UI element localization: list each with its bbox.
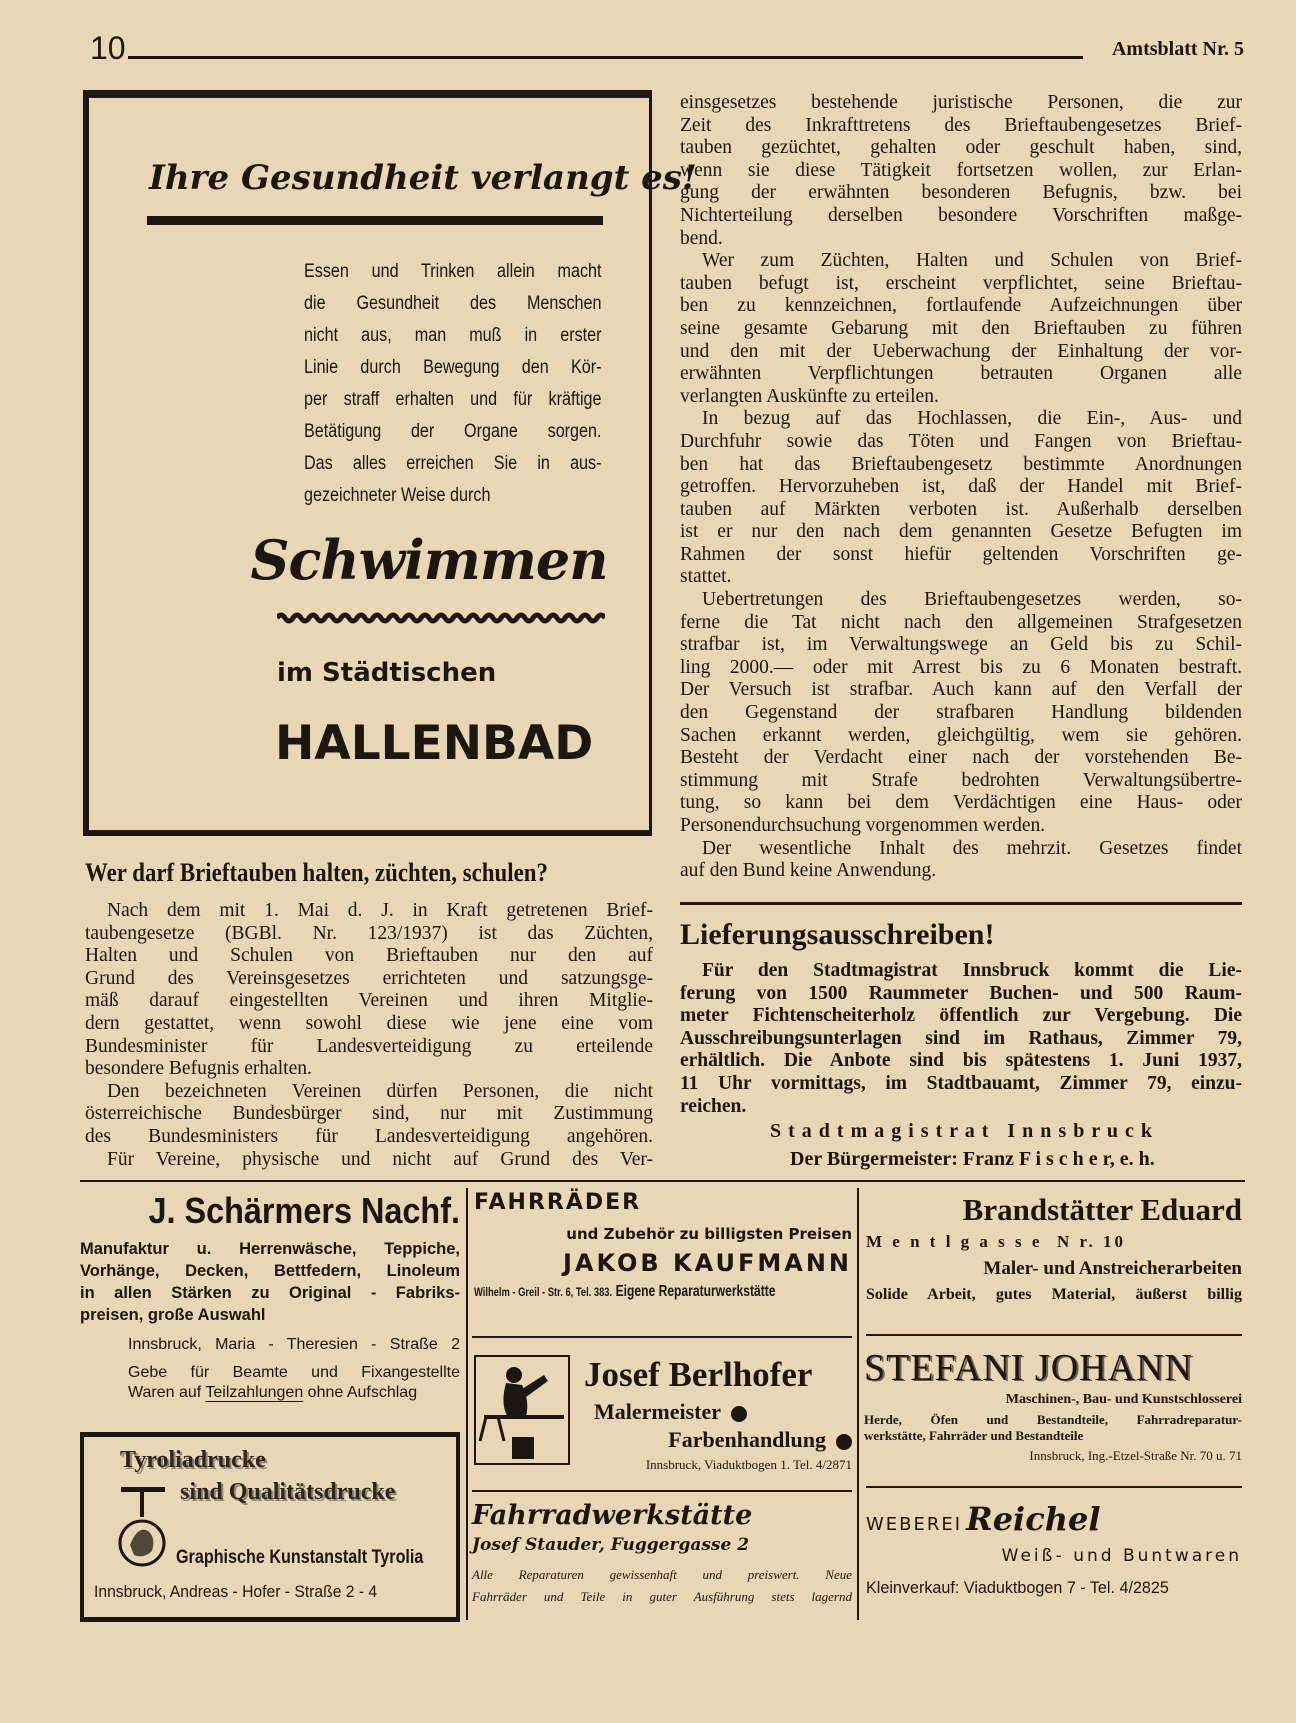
ad-stauder <box>472 1500 852 1605</box>
text-line: Der wesentliche Inhalt des mehrzit. Gesetzes findet <box>702 837 1242 859</box>
ad-brandstaetter-address: M e n t l g a s s e N r. 10 <box>866 1232 1126 1251</box>
ad-kaufmann-workshop: Eigene Reparaturwerkstätte <box>615 1283 776 1300</box>
text-line: gezeichneter Weise durch <box>304 485 491 506</box>
text-line: Linie durch Bewegung den Kör- <box>304 357 602 378</box>
ad-tyrolia-address: Innsbruck, Andreas - Hofer - Straße 2 - 4 <box>94 1583 378 1601</box>
text-line: Wer zum Züchten, Halten und Schulen von Brief- <box>702 250 1242 272</box>
ads-column-rule <box>466 1188 468 1620</box>
header-rule <box>128 56 1083 59</box>
text-line: Uebertretungen des Brieftaubengesetzes werden, so- <box>702 589 1242 611</box>
text-line: in allen Stärken zu Original - Fabriks- <box>80 1284 460 1302</box>
text-line: die Gesundheit des Menschen <box>304 293 602 314</box>
text-line: Sachen erkannt werden, gleichgültig, wem sie gehören. <box>680 724 1242 746</box>
text-line: getroffen. Hervorzuheben ist, daß der Handel mit Brief- <box>680 476 1242 498</box>
text-line: Nichterteilung derselben besondere Vorschriften maßge- <box>680 204 1242 226</box>
ad-stauder-text2: Fahrräder und Teile in guter Ausführung stets lagernd <box>472 1589 852 1604</box>
ad-tyrolia-company: Graphische Kunstanstalt Tyrolia <box>176 1547 424 1568</box>
text-line: und den mit der Ueberwachung der Einhaltung der vor- <box>680 340 1242 362</box>
ad-reichel-prefix: WEBEREI <box>866 1514 963 1535</box>
text-line: ferne die Tat nicht nach den allgemeinen Strafgesetzen <box>680 611 1242 633</box>
text-line: Essen und Trinken allein macht <box>304 261 602 282</box>
text-line: den Gegenstand der strafbaren Handlung bildenden <box>680 702 1242 724</box>
text-line: preisen, große Auswahl <box>80 1306 266 1324</box>
ad-divider <box>472 1490 852 1492</box>
ad-schaermer-name: J. Schärmers Nachf. <box>148 1190 460 1231</box>
text-line: In bezug auf das Hochlassen, die Ein-, Aus- und <box>702 408 1242 430</box>
ad-stefani-name: STEFANI JOHANN <box>864 1347 1193 1389</box>
ad-brandstaetter-slogan: Solide Arbeit, gutes Material, äußerst billig <box>866 1286 1242 1303</box>
ad-stauder-text1: Alle Reparaturen gewissenhaft und preiswert. Neue <box>472 1567 852 1582</box>
text-line: Halten und Schulen von Brieftauben nur den auf <box>85 945 653 967</box>
text-line: per straff erhalten und für kräftige <box>304 389 602 410</box>
ad-tyrolia-line1: Tyroliadrucke <box>120 1447 266 1473</box>
ad-schaermer-note: Gebe für Beamte und Fixangestellte <box>128 1364 460 1381</box>
text-line: tung, so kann bei dem Verdächtigen eine Haus- oder <box>680 792 1242 814</box>
ad-divider <box>147 216 603 225</box>
ad-kaufmann <box>474 1190 852 1301</box>
ad-brandstaetter <box>866 1192 1242 1304</box>
ad-berlhofer <box>474 1355 852 1475</box>
text-line: tauben befugt ist, erscheint verpflichtet, seine Brieftau- <box>680 272 1242 294</box>
page-number: 10 <box>90 30 126 66</box>
bullet-icon <box>836 1434 852 1450</box>
text-line: Rahmen der sonst hiefür geltenden Vorschriften ge- <box>680 543 1242 565</box>
text-line: Bundesminister für Landesverteidigung zu erteilende <box>85 1035 653 1057</box>
tyrolia-eagle-logo-icon <box>118 1485 172 1571</box>
ad-divider <box>866 1486 1242 1488</box>
text-line: tauben gezüchtet, gehalten oder geschult haben, sind, <box>680 137 1242 159</box>
text-line: Manufaktur u. Herrenwäsche, Teppiche, <box>80 1240 460 1258</box>
text-underlined: Teilzahlungen <box>205 1384 304 1401</box>
ad-reichel <box>866 1500 1242 1598</box>
ad-stauder-subtitle: Josef Stauder, Fuggergasse 2 <box>472 1535 750 1555</box>
ad-body <box>304 256 602 512</box>
ad-schaermer-address: Innsbruck, Maria - Theresien - Straße 2 <box>128 1336 460 1353</box>
ad-stefani <box>864 1346 1242 1464</box>
ad-kaufmann-title: FAHRRÄDER <box>474 1190 642 1215</box>
text-line: ferung von 1500 Raummeter Buchen- und 500 Raum- <box>680 982 1242 1004</box>
ad-brandstaetter-trade: Maler- und Anstreicherarbeiten <box>983 1258 1242 1279</box>
article-title: Wer darf Brieftauben halten, züchten, schulen? <box>85 858 548 887</box>
ad-tyrolia <box>80 1432 460 1622</box>
text-line: einsgesetzes bestehende juristische Personen, die zur <box>680 92 1242 113</box>
text-line: besondere Befugnis erhalten. <box>85 1058 312 1080</box>
ad-brandstaetter-name: Brandstätter Eduard <box>962 1192 1242 1227</box>
text-line: reichen. <box>680 1095 747 1117</box>
ad-kaufmann-name: JAKOB KAUFMANN <box>562 1249 852 1277</box>
ad-divider <box>866 1334 1242 1336</box>
text-line: Der Versuch ist strafbar. Auch kann auf den Verfall der <box>680 679 1242 701</box>
ads-column-rule <box>857 1188 859 1620</box>
ad-kaufmann-subtitle: und Zubehör zu billigsten Preisen <box>566 1225 852 1243</box>
ad-berlhofer-trade2 <box>668 1427 852 1453</box>
ad-stefani-products1: Herde, Öfen und Bestandteile, Fahrradreparatur- <box>864 1412 1242 1427</box>
ad-activity: Schwimmen <box>250 528 608 592</box>
tender-signature-office: S t a d t m a g i s t r a t I n n s b r u c k <box>770 1120 1153 1142</box>
ad-schaermer-installments <box>128 1384 460 1402</box>
text-line: Betätigung der Organe sorgen. <box>304 421 602 442</box>
ad-berlhofer-address: Innsbruck, Viaduktbogen 1. Tel. 4/2871 <box>645 1457 852 1472</box>
text-line: Das alles erreichen Sie in aus- <box>304 453 602 474</box>
ad-reichel-shop: Kleinverkauf: Viaduktbogen 7 - Tel. 4/2825 <box>866 1578 1169 1597</box>
ad-headline: Ihre Gesundheit verlangt es! <box>149 158 697 198</box>
tender-title: Lieferungsausschreiben! <box>680 918 995 951</box>
ad-reichel-name: Reichel <box>966 1500 1101 1538</box>
text-line: mäß darauf eingestellten Vereinen und ihren Mitglie- <box>85 990 653 1012</box>
text-line: Für den Stadtmagistrat Innsbruck kommt die Lie- <box>702 960 1242 981</box>
ad-berlhofer-trade1 <box>594 1399 747 1425</box>
bullet-icon <box>731 1406 747 1422</box>
text-line: ist er nur den nach dem genannten Gesetze Befugten im <box>680 521 1242 543</box>
text-line: Personendurchsuchung vorgenommen werden. <box>680 815 1046 836</box>
text-line: stimmung mit Strafe bedrohten Verwaltungsübertre- <box>680 769 1242 791</box>
article-right-column <box>680 92 1242 883</box>
text-line: erhältlich. Die Anbote sind bis spätestens 1. Juni 1937, <box>680 1050 1242 1072</box>
text-line: bend. <box>680 227 723 249</box>
ad-schaermer <box>80 1190 460 1402</box>
text-line: verlangten Auskünfte zu erteilen. <box>680 385 939 407</box>
text-line: ben hat das Brieftaubengesetz bestimmte Anordnungen <box>680 453 1242 475</box>
text-line: wenn sie diese Tätigkeit fortsetzen wollen, zur Erlan- <box>680 159 1242 181</box>
publication-title: Amtsblatt Nr. 5 <box>1111 38 1244 60</box>
swimming-advertisement <box>83 90 697 836</box>
tender-signature-mayor: Der Bürgermeister: Franz F i s c h e r, e. h. <box>790 1148 1155 1170</box>
ad-reichel-goods: Weiß- und Buntwaren <box>1001 1546 1242 1566</box>
text-line: stattet. <box>680 566 732 588</box>
text-line: tauben auf Märkten verboten ist. Außerhalb derselben <box>680 498 1242 520</box>
text-line: 11 Uhr vormittags, im Stadtbauamt, Zimmer 79, einzu- <box>680 1072 1242 1094</box>
wave-ornament <box>277 612 605 624</box>
text-line: Den bezeichneten Vereinen dürfen Personen, die nicht <box>107 1080 653 1102</box>
text-line: strafbar ist, im Verwaltungswege an Geld bis zu Schil- <box>680 634 1242 656</box>
text-line: taubengesetze (BGBl. Nr. 123/1937) ist das Züchten, <box>85 922 653 944</box>
ad-stefani-address: Innsbruck, Ing.-Etzel-Straße Nr. 70 u. 71 <box>1029 1448 1242 1463</box>
ad-kaufmann-address: Wilhelm - Greil - Str. 6, Tel. 383. <box>474 1285 613 1299</box>
text: Waren auf <box>128 1384 206 1401</box>
text-line: Vorhänge, Decken, Bettfedern, Linoleum <box>80 1262 460 1280</box>
text-line: ben zu kennzeichnen, fortlaufende Aufzeichnungen über <box>680 295 1242 317</box>
text-line: Für Vereine, physische und nicht auf Grund des Ver- <box>107 1148 653 1170</box>
text-line: seine gesamte Gebarung mit den Brieftauben zu führen <box>680 317 1242 339</box>
ad-tyrolia-line2: sind Qualitätsdrucke <box>180 1479 396 1505</box>
ad-divider <box>472 1336 852 1338</box>
ad-stauder-title: Fahrradwerkstätte <box>472 1500 753 1531</box>
text-line: ling 2000.— oder mit Arrest bis zu 6 Monaten bestraft. <box>680 656 1242 678</box>
ad-stefani-trade: Maschinen-, Bau- und Kunstschlosserei <box>1005 1392 1242 1407</box>
text: Malermeister <box>594 1399 722 1424</box>
text: Farbenhandlung <box>668 1427 826 1452</box>
text-line: Durchfuhr sowie das Töten und Fangen von Brieftau- <box>680 430 1242 452</box>
ads-top-rule <box>80 1180 1245 1182</box>
text-line: des Bundesministers für Landesverteidigung angehören. <box>85 1125 653 1147</box>
text-line: meter Fichtenscheiterholz öffentlich zur Vergebung. Die <box>680 1005 1242 1027</box>
text-line: Zeit des Inkrafttretens des Brieftaubengesetzes Brief- <box>680 114 1242 136</box>
text-line: auf den Bund keine Anwendung. <box>680 860 937 882</box>
text-line: Ausschreibungsunterlagen sind im Rathaus, Zimmer 79, <box>680 1027 1242 1049</box>
section-rule <box>680 902 1242 905</box>
painter-illustration-icon <box>474 1355 570 1465</box>
ad-reichel-header <box>866 1500 1242 1538</box>
ad-berlhofer-name: Josef Berlhofer <box>584 1355 813 1394</box>
text-line: erwähnten Verpflichtungen betrauten Organen alle <box>680 363 1242 385</box>
tender-body <box>680 960 1242 1118</box>
text-line: dern gestattet, wenn sowohl diese wie jene eine vom <box>85 1012 653 1034</box>
text: ohne Aufschlag <box>303 1384 418 1401</box>
ad-stefani-products2: werkstätte, Fahrräder und Bestandteile <box>864 1428 1084 1443</box>
text-line: gung der erwähnten besonderen Befugnis, bzw. bei <box>680 182 1242 204</box>
text-line: Grund des Vereinsgesetzes errichteten und satzungsge- <box>85 967 653 989</box>
text-line: nicht aus, man muß in erster <box>304 325 602 346</box>
ad-location-prefix: im Städtischen <box>277 658 497 688</box>
ad-venue: HALLENBAD <box>275 716 594 771</box>
article-left-column <box>85 900 653 1171</box>
text-line: Besteht der Verdacht einer nach der vorstehenden Be- <box>680 747 1242 769</box>
text-line: Nach dem mit 1. Mai d. J. in Kraft getretenen Brief- <box>107 900 653 921</box>
ad-kaufmann-address-line <box>474 1283 841 1301</box>
ad-schaermer-products <box>80 1238 460 1326</box>
text-line: österreichische Bundesbürger sind, nur mit Zustimmung <box>85 1103 653 1125</box>
